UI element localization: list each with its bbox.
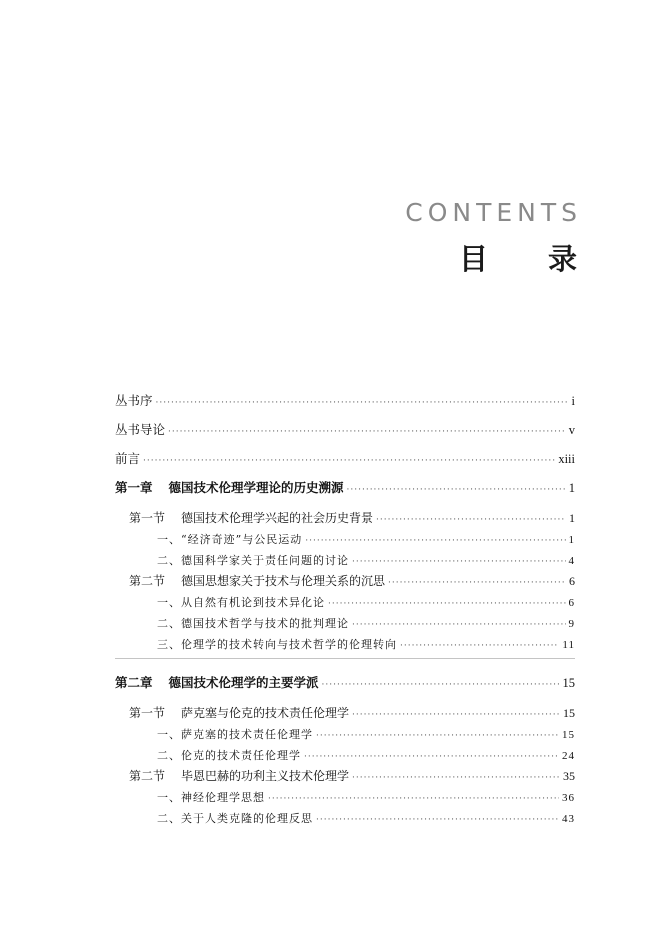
toc-entry-top[interactable] [115,418,575,441]
toc-entry-item[interactable] [115,613,575,634]
dot-leader [352,768,560,787]
toc-entry-page: 1 [568,534,575,546]
toc-entry-text: 一、“经济奇迹”与公民运动 [157,533,303,546]
toc-entry-text: 德国技术伦理学理论的历史溯源 [168,480,344,495]
toc-entry-title [115,476,344,500]
toc-entry-item[interactable] [115,634,575,655]
toc-entry-chapter[interactable] [115,671,575,695]
toc-entry-chapter[interactable] [115,476,575,500]
toc-entry-item[interactable] [115,808,575,829]
toc-entry-page: 1 [569,511,575,525]
chapter-separator [115,658,575,659]
toc-entry-label: 第二章 [115,675,153,690]
dot-leader [328,594,566,613]
toc-entry-page: 6 [568,597,575,609]
dot-leader [143,450,555,470]
toc-entry-item[interactable] [115,529,575,550]
toc-entry-text: 二、德国科学家关于责任问题的讨论 [157,554,349,567]
toc-entry-title [157,724,313,745]
toc-entry-title [129,766,349,787]
toc-entry-title [157,787,265,808]
toc-entry-title [115,389,153,412]
toc-entry-title [157,613,349,634]
toc-entry-label: 第一节 [129,706,166,720]
dot-leader [316,726,559,745]
toc-entry-title [115,671,319,695]
toc-entry-label: 第一章 [115,480,153,495]
toc-entry-page: 15 [562,729,575,741]
toc-entry-text: 三、伦理学的技术转向与技术哲学的伦理转向 [157,638,397,651]
toc-entry-title [129,508,373,529]
dot-leader [347,478,566,500]
toc-entry-title [129,571,385,592]
toc-entry-item[interactable] [115,787,575,808]
dot-leader [305,531,565,550]
toc-entry-top[interactable] [115,389,575,412]
toc-entry-section[interactable] [115,703,575,724]
toc-entry-label: 第一节 [129,511,166,525]
toc-entry-text: 德国思想家关于技术与伦理关系的沉思 [181,574,386,588]
toc-entry-page: 43 [562,813,575,825]
toc-entry-title [157,745,301,766]
toc-entry-text: 一、从自然有机论到技术异化论 [157,596,325,609]
dot-leader [316,810,559,829]
dot-leader [168,421,566,441]
dot-leader [400,636,559,655]
toc-entry-page: i [571,394,575,408]
toc-entry-text: 一、神经伦理学思想 [157,791,265,804]
toc-entry-item[interactable] [115,550,575,571]
toc-entry-item[interactable] [115,592,575,613]
toc-entry-text: 二、德国技术哲学与技术的批判理论 [157,617,349,630]
dot-leader [268,789,559,808]
toc-entry-page: 9 [568,618,575,630]
toc-entry-text: 一、萨克塞的技术责任伦理学 [157,728,313,741]
toc-entry-title [157,634,397,655]
toc-entry-section[interactable] [115,766,575,787]
toc-entry-text: 德国技术伦理学的主要学派 [168,675,319,690]
toc-entry-title [115,447,140,470]
toc-entry-page: v [568,423,575,437]
toc-entry-text: 德国技术伦理学兴起的社会历史背景 [181,511,374,525]
table-of-contents [115,389,575,829]
toc-entry-page: 36 [562,792,575,804]
toc-entry-item[interactable] [115,724,575,745]
contents-header [405,198,637,278]
dot-leader [352,615,566,634]
toc-entry-label: 第二节 [129,574,166,588]
toc-entry-page: 15 [562,676,575,690]
toc-entry-title [129,703,349,724]
dot-leader [156,392,569,412]
toc-entry-text: 二、伦克的技术责任伦理学 [157,749,301,762]
toc-entry-page: 24 [562,750,575,762]
dot-leader [304,747,559,766]
toc-entry-text: 毕恩巴赫的功利主义技术伦理学 [181,769,350,783]
contents-label: CONTENTS [405,198,582,227]
toc-entry-section[interactable] [115,508,575,529]
toc-entry-text: 丛书序 [115,393,153,408]
toc-entry-top[interactable] [115,447,575,470]
toc-entry-label: 第二节 [129,769,166,783]
toc-entry-page: 35 [563,769,575,783]
toc-entry-title [115,418,165,441]
toc-entry-page: xiii [558,452,575,466]
toc-entry-text: 前言 [115,451,141,466]
toc-entry-page: 6 [569,574,575,588]
toc-entry-item[interactable] [115,745,575,766]
toc-entry-title [157,808,313,829]
dot-leader [376,510,566,529]
toc-entry-page: 4 [568,555,575,567]
toc-entry-title [157,592,325,613]
toc-entry-page: 1 [568,481,575,495]
toc-entry-title [157,529,302,550]
dot-leader [388,573,566,592]
toc-entry-section[interactable] [115,571,575,592]
toc-entry-page: 11 [562,639,575,651]
mulu-title: 目录 [458,242,637,276]
toc-entry-text: 二、关于人类克隆的伦理反思 [157,812,313,825]
toc-entry-page: 15 [563,706,575,720]
dot-leader [322,673,560,695]
toc-entry-text: 萨克塞与伦克的技术责任伦理学 [181,706,350,720]
dot-leader [352,705,560,724]
dot-leader [352,552,566,571]
toc-entry-text: 丛书导论 [115,422,166,437]
toc-entry-title [157,550,349,571]
